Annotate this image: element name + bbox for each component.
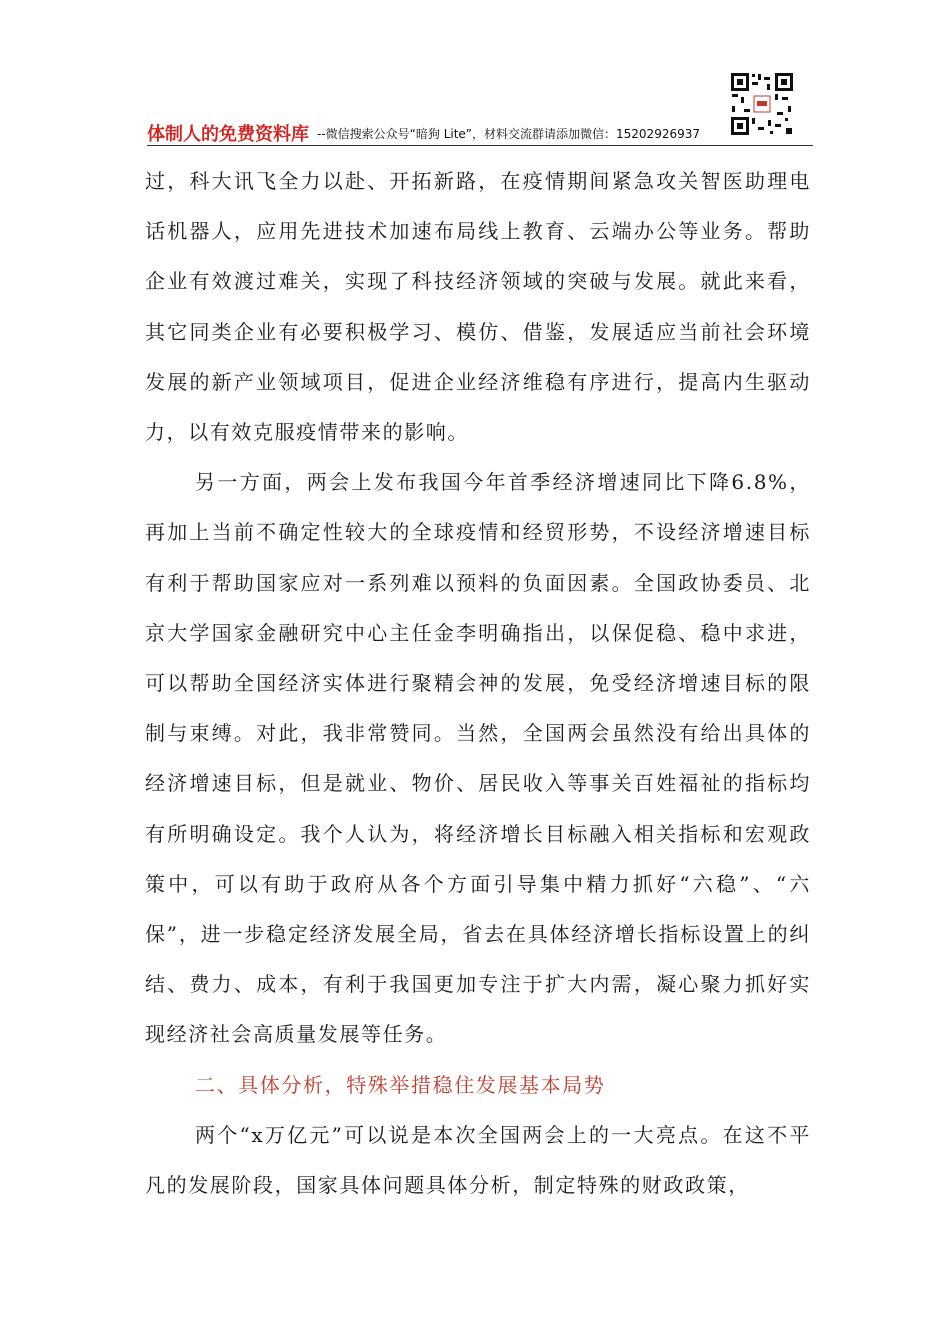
page-header (147, 72, 813, 147)
document-body (145, 156, 811, 1210)
header-note: --微信搜索公众号“暗狗 Lite”，材料交流群请添加微信：15202926937 (317, 127, 700, 141)
section-heading: 二、具体分析，特殊举措稳住发展基本局势 (195, 1072, 606, 1097)
paragraph: 另一方面，两会上发布我国今年首季经济增速同比下降6.8%，再加上当前不确定性较大的全球疫情和经贸形势，不设经济增速目标有利于帮助国家应对一系列难以预料的负面因素。全国政协委员、北京大学国家金融研究中心主任金李明确指出，以保促稳、稳中求进，可以帮助全国经济实体进行聚精会神的发展，免受经济增速目标的限制与束缚。对此，我非常赞同。当然，全国两会虽然没有给出具体的经济增速目标，但是就业、物价、居民收入等事关百姓福祉的指标均有所明确设定。我个人认为，将经济增长目标融入相关指标和宏观政策中，可以有助于政府从各个方面引导集中精力抓好“六稳”、“六保”，进一步稳定经济发展全局，省去在具体经济增长指标设置上的纠结、费力、成本，有利于我国更加专注于扩大内需，凝心聚力抓好实现经济社会高质量发展等任务。 (145, 470, 811, 1047)
header-divider (147, 145, 813, 146)
header-title: 体制人的免费资料库 (147, 124, 309, 145)
qr-code-icon (730, 72, 794, 136)
paragraph: 过，科大讯飞全力以赴、开拓新路，在疫情期间紧急攻关智医助理电话机器人，应用先进技术加速布局线上教育、云端办公等业务。帮助企业有效渡过难关，实现了科技经济领域的突破与发展。就此来看，其它同类企业有必要积极学习、模仿、借鉴，发展适应当前社会环境发展的新产业领域项目，促进企业经济维稳有序进行，提高内生驱动力，以有效克服疫情带来的影响。 (145, 169, 811, 445)
paragraph: 两个“x万亿元”可以说是本次全国两会上的一大亮点。在这不平凡的发展阶段，国家具体问题具体分析，制定特殊的财政政策， (145, 1122, 811, 1198)
